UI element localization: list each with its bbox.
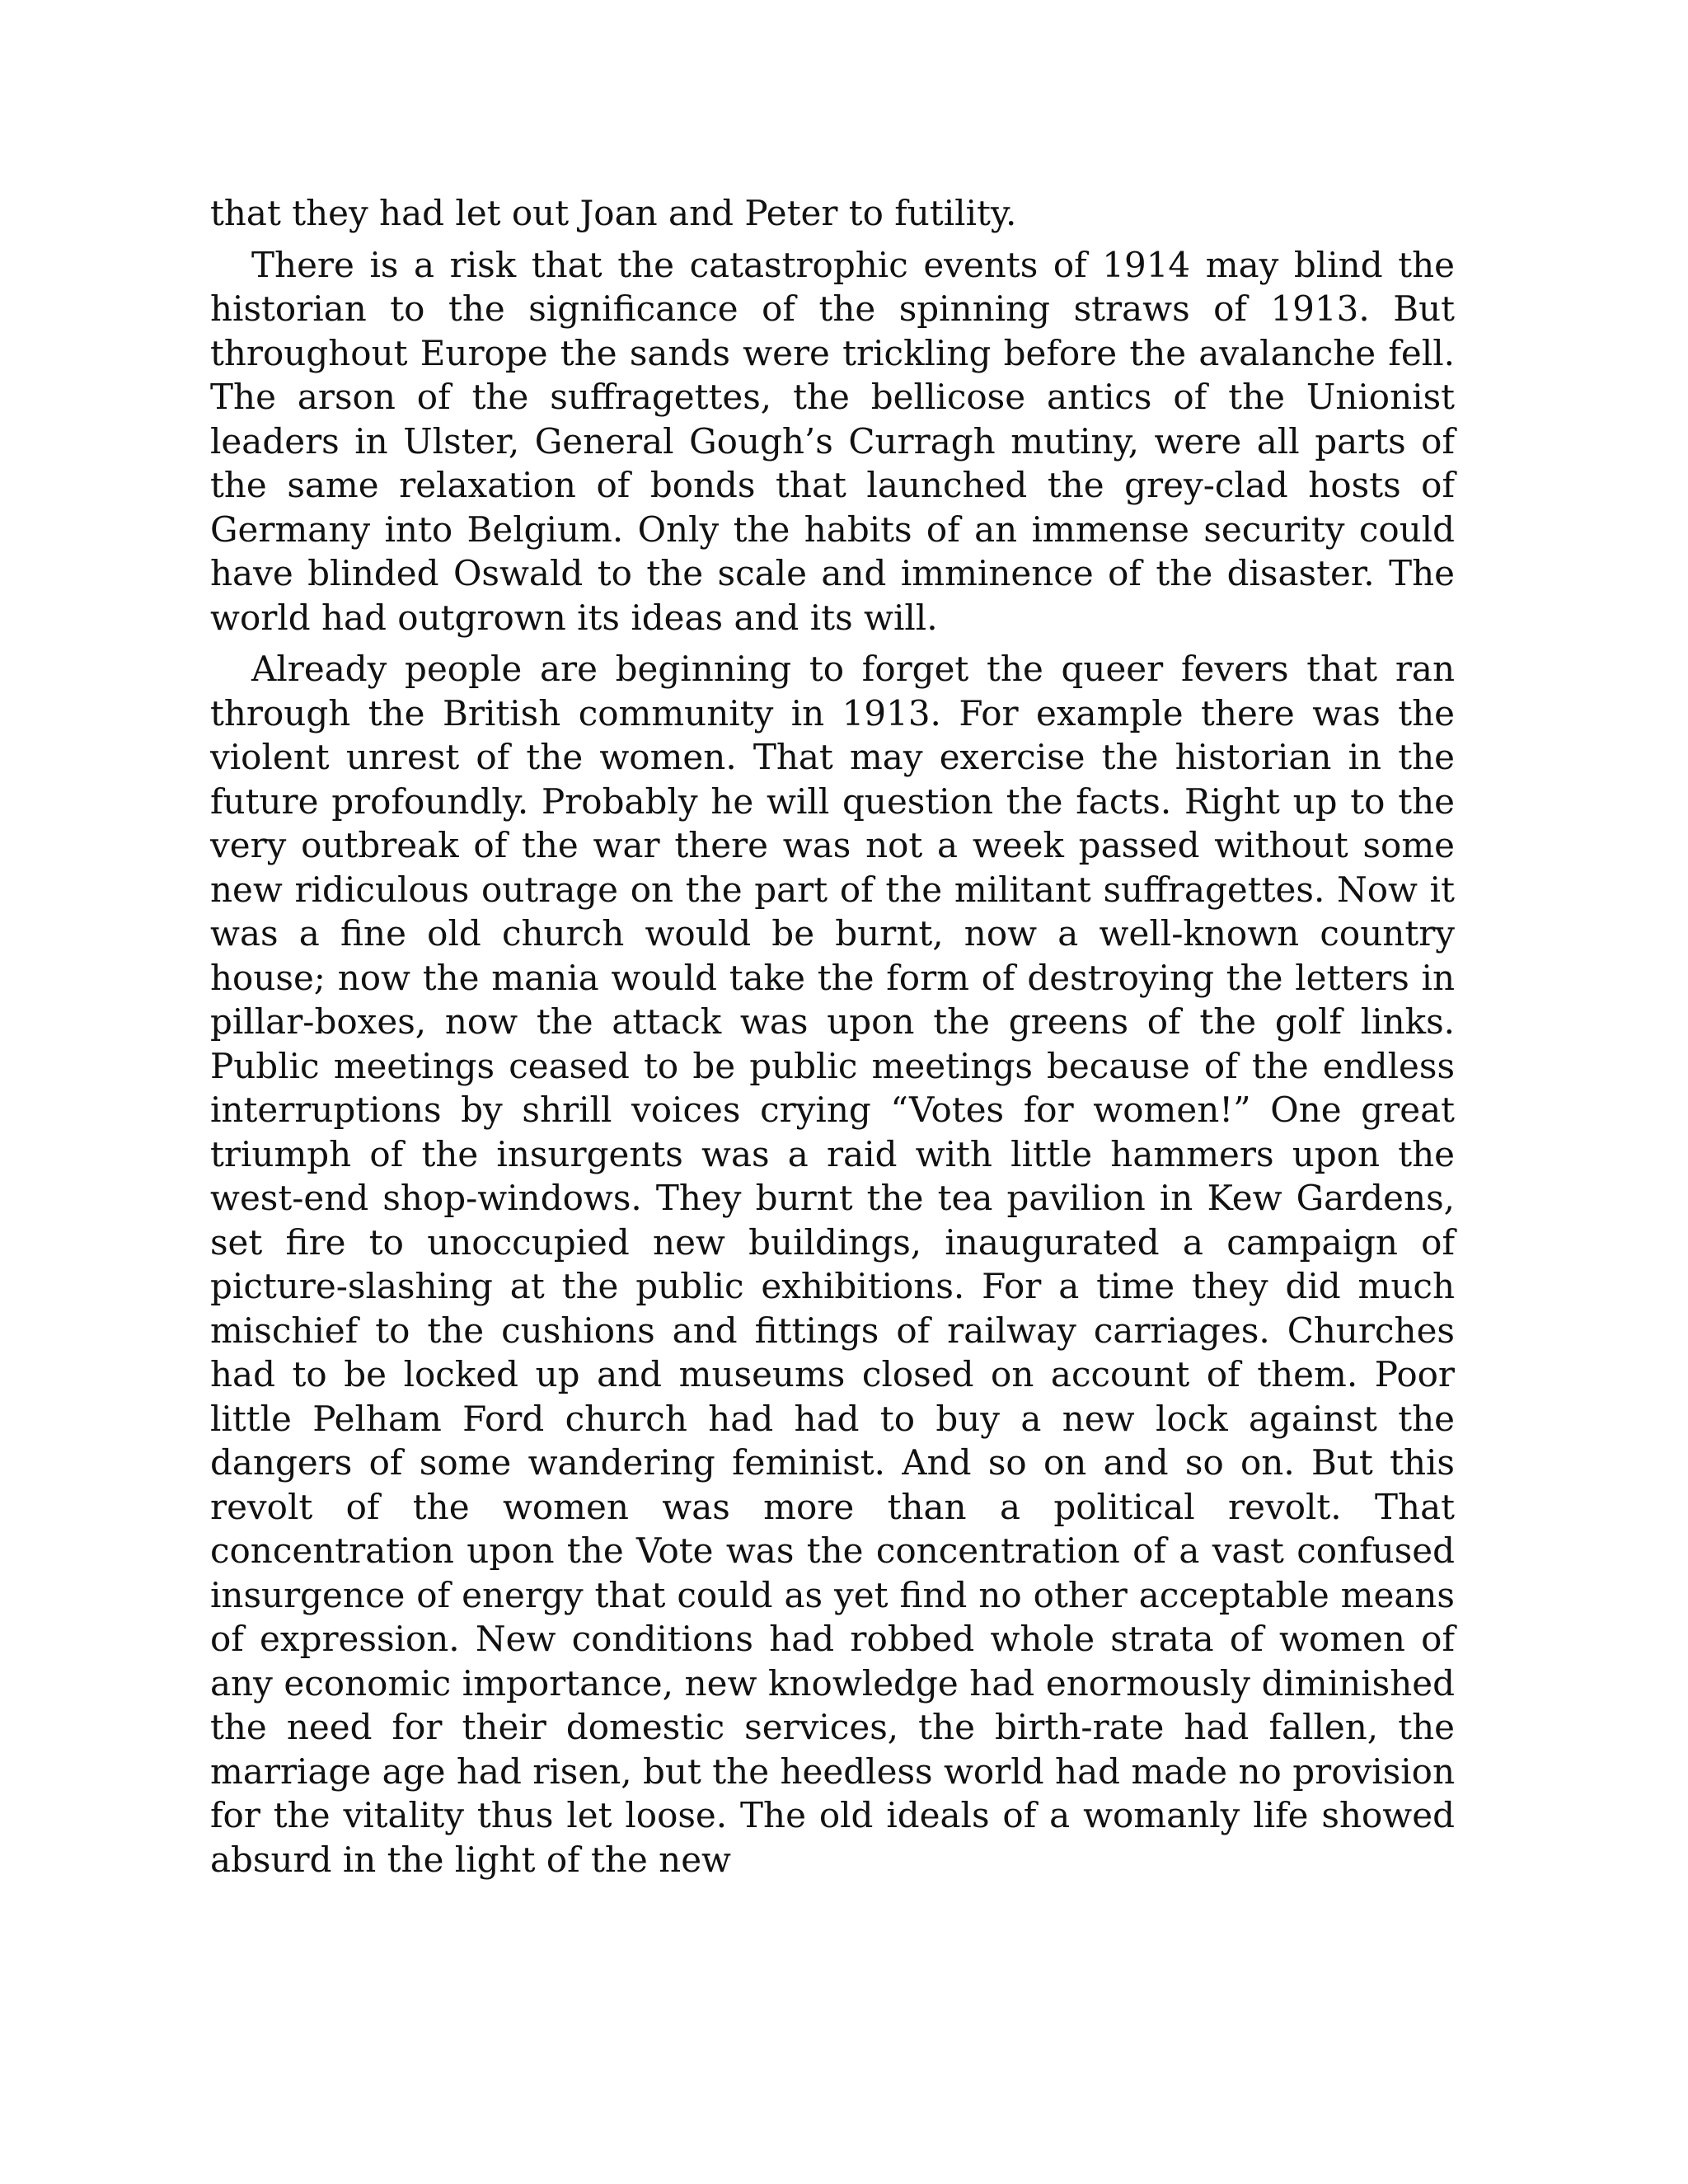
page-body bbox=[210, 191, 1455, 1889]
paragraph-catastrophic-events: There is a risk that the catastrophic events of 1914 may blind the historian to the significance of the spinning straws of 1913. But throughout Europe the sands were trickling before the avalanche fell. The arson of the suffragettes, the bellicose antics of the Unionist leaders in Ulster, General Gough’s Curragh mutiny, were all parts of the same relaxation of bonds that launched the grey-clad hosts of Germany into Belgium. Only the habits of an immense security could have blinded Oswald to the scale and imminence of the disaster. The world had outgrown its ideas and its will. bbox=[210, 244, 1455, 638]
paragraph-continuation: that they had let out Joan and Peter to futility. bbox=[210, 193, 1017, 233]
paragraph-unrest-of-women: Already people are beginning to forget the queer fevers that ran through the British community in 1913. For example there was the violent unrest of the women. That may exercise the historian in the future profoundly. Probably he will question the facts. Right up to the very outbreak of the war there was not a week passed without some new ridiculous outrage on the part of the militant suffragettes. Now it was a fine old church would be burnt, now a well-known country house; now the mania would take the form of destroying the letters in pillar-boxes, now the attack was upon the greens of the golf links. Public meetings ceased to be public meetings because of the endless interruptions by shrill voices crying “Votes for women!” One great triumph of the insurgents was a raid with little hammers upon the west-end shop-windows. They burnt the tea pavilion in Kew Gardens, set fire to unoccupied new buildings, inaugurated a campaign of picture-slashing at the public exhibitions. For a time they did much mischief to the cushions and fittings of railway carriages. Churches had to be locked up and museums closed on account of them. Poor little Pelham Ford church had had to buy a new lock against the dangers of some wandering feminist. And so on and so on. But this revolt of the women was more than a political revolt. That concentration upon the Vote was the concentration of a vast confused insurgence of energy that could as yet find no other acceptable means of expression. New conditions had robbed whole strata of women of any economic importance, new knowledge had enormously diminished the need for their domestic services, the birth-rate had fallen, the marriage age had risen, but the heedless world had made no provision for the vitality thus let loose. The old ideals of a womanly life showed absurd in the light of the new bbox=[210, 649, 1455, 1880]
